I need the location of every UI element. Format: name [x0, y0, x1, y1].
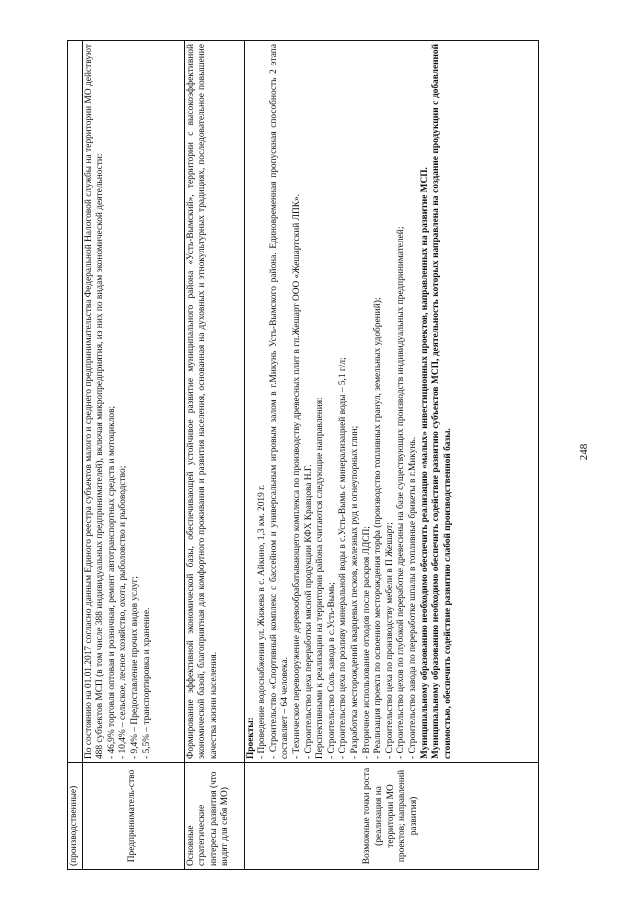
row-label-growth-points: Возможные точки роста (реализация на территории МО проектов; направлений развития) [244, 763, 538, 870]
text-line: - Разработка месторождений кварцевых песков, железных руд и огнеупорных глин; [349, 425, 360, 759]
text-line: - Вторичное использование отходов после раскроя ЛДСП; [361, 526, 372, 759]
row-label-production: (производственные) [68, 763, 83, 870]
table-row-strategic-interests [184, 41, 244, 870]
text-line: Формирование эффективной экономической базы, обеспечивающей устойчивое развитие муниципального района «Усть-Вымский», территории с высокоэффективной экономической базой, благоприятная для комфортного проживания и развития населения, основанная на духовных и этнокультурных традициях, последовательное повышение качества жизни населения. [185, 44, 219, 759]
info-table [67, 40, 539, 870]
row-content-entrepreneurship [82, 41, 184, 763]
text-line: - 10,4% – сельское, лесное хозяйство, охота, рыболовство и рыбоводство; [118, 465, 129, 759]
table-row-growth-points [244, 41, 538, 870]
text-line: - Строительство цеха переработки мясной продукции КФХ Кравцова Н.Г. [303, 464, 314, 759]
text-line: - 46,9% торговля оптовая и розничная, ремонт автотранспортных средств и мотоциклов; [106, 405, 117, 759]
row-content-growth-points [244, 41, 538, 763]
text-line: - Строительство завода по переработке шпалы в топливные брикеты в г.Микунь. [407, 436, 418, 759]
text-line: Проекты: [245, 717, 256, 759]
rotated-table-wrapper [67, 40, 539, 870]
text-line: - Строительство цеха по розливу минеральной воды в с.Усть-Вымь с минерализацией воды – 5,1 г/л; [338, 357, 349, 759]
text-line: Муниципальному образованию необходимо обеспечить содействие развитию субъектов МСП, деятельность которых направлена на создание продукции с добавленной стоимостью, обеспечить содействие развитию слабой производственной базы. [431, 44, 453, 759]
text-line: - Строительство цехов по глубокой переработке древесины на базе существующих производств индивидуальных предпринимателей; [396, 226, 407, 759]
text-line: - 5,5% – транспортировка и хранение. [141, 607, 152, 759]
text-line: - Строительство «Спортивный комплекс с бассейном и универсальным игровым залом в г.Микунь Усть-Вымского района. Единовременная пропускная способность 2 этапа составляет – 64 человека. [268, 44, 291, 759]
text-line: - Техническое перевооружение деревообрабатывающего комплекса по производству древесных плит в гп.Жешарт ООО «Жешартский ЛПК». [291, 193, 302, 759]
text-line: Муниципальному образованию необходимо обеспечить реализацию «малых» инвестиционных проектов, направленных на развитие МСП. [419, 167, 430, 759]
table-row-entrepreneurship [82, 41, 184, 870]
text-line: - Строительство Соль завода в с.Усть-Вымь; [326, 582, 337, 759]
text-line: Перспективными к реализации на территории района считаются следующие направления: [315, 397, 326, 759]
text-line: - Проведение водоснабжения ул. Жижева в с. Айкино, 1,3 км. 2019 г. [257, 484, 268, 759]
text-line: По состоянию на 01.01.2017 согласно данным Единого реестра субъектов малого и среднего предпринимательства Федеральной Налоговой службы на территории МО действуют 488 субъектов МСП (в том числе 388 индивидуальных предпринимателей), включая микропредприятия, из них по видам экономической деятельности: [83, 44, 106, 759]
text-line: - Строительство цеха по производству мебели в П Жешарт; [384, 522, 395, 759]
row-content-production [68, 41, 83, 763]
text-line: - Реализация проекта по освоению месторождения торфа (производство топливных гранул, земельных удобрений); [373, 297, 384, 759]
row-label-strategic-interests: Основные стратегические интересы развития (что видят для себя МО) [184, 763, 244, 870]
text-line: - 9,4% – Предоставление прочих видов услуг; [129, 575, 140, 759]
page-number: 248 [578, 443, 590, 461]
table-row-production [68, 41, 83, 870]
row-label-entrepreneurship: Предприниматель-ство [82, 763, 184, 870]
row-content-strategic-interests [184, 41, 244, 763]
